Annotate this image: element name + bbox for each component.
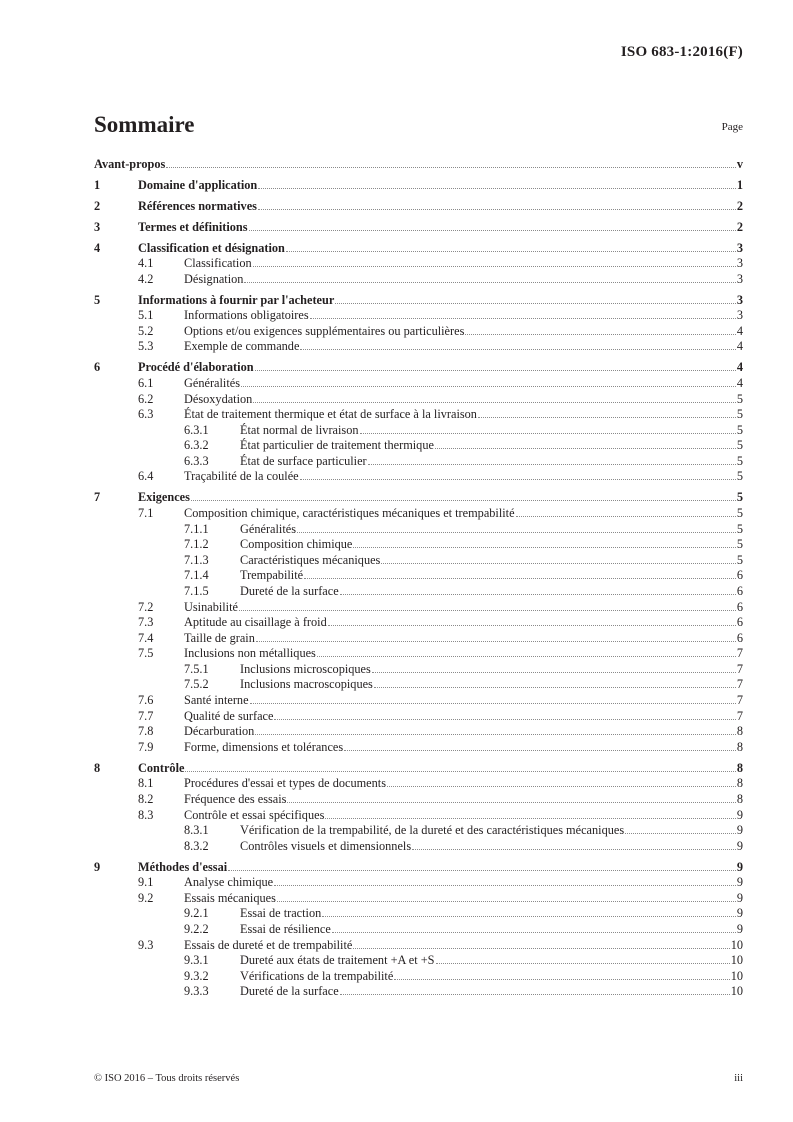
- toc-entry-number: 4.2: [138, 271, 154, 286]
- toc-entry-label[interactable]: Fréquence des essais: [184, 791, 287, 806]
- toc-entry-label[interactable]: Désignation: [184, 271, 244, 286]
- dot-leader: [340, 594, 736, 595]
- dot-leader: [381, 563, 736, 564]
- toc-entry-page[interactable]: 2: [736, 198, 743, 213]
- toc-entry[interactable]: [94, 522, 743, 538]
- dot-leader: [304, 578, 736, 579]
- toc-entry-label[interactable]: Trempabilité: [240, 568, 304, 583]
- toc-entry-page[interactable]: 9: [736, 921, 743, 936]
- dot-leader: [300, 349, 735, 350]
- dot-leader: [335, 303, 736, 304]
- toc-entry[interactable]: [94, 891, 743, 907]
- dot-leader: [340, 994, 730, 995]
- toc-entry-number: 6.3.1: [184, 422, 209, 437]
- toc-entry-page[interactable]: 3: [736, 271, 743, 286]
- toc-entry-number: 6.3.2: [184, 438, 209, 453]
- toc-entry[interactable]: [94, 537, 743, 553]
- toc-entry-number: 9.3: [138, 937, 154, 952]
- toc-entry-page[interactable]: 5: [736, 438, 743, 453]
- dot-leader: [353, 547, 735, 548]
- toc-entry-number: 7.9: [138, 739, 154, 754]
- toc-entry[interactable]: [94, 392, 743, 408]
- toc-entry-number: 2: [94, 198, 101, 213]
- toc-entry-number: 8.3: [138, 807, 154, 822]
- dot-leader: [374, 687, 736, 688]
- toc-entry-number: 7.1.5: [184, 583, 209, 598]
- toc-entry[interactable]: [94, 709, 743, 725]
- toc-entry-page[interactable]: 5: [736, 391, 743, 406]
- toc-entry-page[interactable]: 7: [736, 708, 743, 723]
- toc-entry-label[interactable]: Inclusions microscopiques: [240, 661, 371, 676]
- toc-entry-number: 8.3.1: [184, 823, 209, 838]
- toc-entry-label[interactable]: État de surface particulier: [240, 453, 367, 468]
- dot-leader: [344, 750, 736, 751]
- toc-entry[interactable]: [94, 662, 743, 678]
- toc-entry-number: 7.5: [138, 646, 154, 661]
- toc-entry-label[interactable]: Essais mécaniques: [184, 890, 276, 905]
- toc-entry[interactable]: [94, 761, 743, 777]
- toc-entry-number: 7.5.2: [184, 677, 209, 692]
- dot-leader: [372, 672, 736, 673]
- toc-entry-number: 6: [94, 360, 101, 375]
- toc-entry[interactable]: [94, 423, 743, 439]
- toc-entry-page[interactable]: v: [736, 157, 743, 171]
- toc-entry-page[interactable]: 5: [736, 521, 743, 536]
- dot-leader: [328, 625, 736, 626]
- toc-entry[interactable]: [94, 157, 743, 173]
- toc-entry[interactable]: [94, 860, 743, 876]
- toc-entry-page[interactable]: 6: [736, 568, 743, 583]
- toc-entry-label[interactable]: Avant-propos: [94, 157, 166, 171]
- toc-entry-number: 5.2: [138, 323, 154, 338]
- dot-leader: [244, 282, 735, 283]
- toc-entry-page[interactable]: 9: [736, 890, 743, 905]
- toc-entry-page[interactable]: 9: [736, 838, 743, 853]
- toc-entry-label[interactable]: Exemple de commande: [184, 339, 300, 354]
- dot-leader: [185, 771, 735, 772]
- toc-entry-page[interactable]: 6: [736, 583, 743, 598]
- toc-entry-number: 5.3: [138, 339, 154, 354]
- toc-entry-label[interactable]: Composition chimique: [240, 537, 353, 552]
- toc-entry[interactable]: [94, 984, 743, 1000]
- toc-entry-label[interactable]: État particulier de traitement thermique: [240, 438, 434, 453]
- toc-entry-label[interactable]: Analyse chimique: [184, 875, 274, 890]
- dot-leader: [255, 370, 736, 371]
- toc-entry-page[interactable]: 7: [736, 677, 743, 692]
- toc-entry-number: 9.1: [138, 875, 154, 890]
- dot-leader: [256, 641, 736, 642]
- toc-entry-number: 7.1.1: [184, 521, 209, 536]
- dot-leader: [253, 402, 736, 403]
- toc-entry-page[interactable]: 8: [736, 791, 743, 806]
- toc-entry-label[interactable]: Généralités: [240, 521, 296, 536]
- toc-entry[interactable]: [94, 241, 743, 257]
- toc-entry[interactable]: [94, 823, 743, 839]
- toc-entry-number: 9.2.2: [184, 921, 209, 936]
- toc-entry-label[interactable]: Dureté de la surface: [240, 984, 339, 999]
- toc-entry-number: 6.2: [138, 391, 154, 406]
- toc-entry-label[interactable]: État de traitement thermique et état de surface à la livraison: [184, 407, 477, 422]
- toc-entry-label[interactable]: Méthodes d'essai: [138, 859, 228, 874]
- toc-entry-label[interactable]: Contrôle et essai spécifiques: [184, 807, 325, 822]
- toc-entry-label[interactable]: Décarburation: [184, 724, 255, 739]
- toc-entry-number: 8.2: [138, 791, 154, 806]
- toc-entry-label[interactable]: Dureté aux états de traitement +A et +S: [240, 953, 435, 968]
- toc-entry[interactable]: [94, 969, 743, 985]
- toc-entry-page[interactable]: 3: [736, 240, 743, 255]
- dot-leader: [368, 464, 736, 465]
- toc-entry-number: 4.1: [138, 256, 154, 271]
- toc-entry-page[interactable]: 6: [736, 599, 743, 614]
- toc-entry-page[interactable]: 4: [736, 375, 743, 390]
- toc-entry[interactable]: [94, 677, 743, 693]
- toc-entry-page[interactable]: 5: [736, 552, 743, 567]
- toc-entry-number: 7.3: [138, 615, 154, 630]
- toc-entry[interactable]: [94, 568, 743, 584]
- toc-entry-page[interactable]: 4: [736, 339, 743, 354]
- dot-leader: [516, 516, 736, 517]
- toc-entry-number: 7.6: [138, 693, 154, 708]
- toc-entry[interactable]: [94, 584, 743, 600]
- toc-entry-label[interactable]: Essai de traction: [240, 906, 322, 921]
- toc-entry[interactable]: [94, 407, 743, 423]
- toc-entry-number: 9.3.3: [184, 984, 209, 999]
- toc-entry[interactable]: [94, 839, 743, 855]
- dot-leader: [250, 703, 736, 704]
- toc-entry[interactable]: [94, 693, 743, 709]
- dot-leader: [478, 417, 736, 418]
- toc-entry-label[interactable]: Exigences: [138, 490, 190, 505]
- toc-entry-number: 6.3: [138, 407, 154, 422]
- dot-leader: [241, 386, 736, 387]
- dot-leader: [239, 610, 736, 611]
- toc-entry-number: 9.2: [138, 890, 154, 905]
- toc-entry-number: 7: [94, 490, 101, 505]
- toc-entry-number: 6.4: [138, 469, 154, 484]
- toc-entry-label[interactable]: Classification et désignation: [138, 240, 285, 255]
- toc-entry-number: 7.2: [138, 599, 154, 614]
- toc-entry-number: 6.3.3: [184, 453, 209, 468]
- toc-entry[interactable]: [94, 553, 743, 569]
- toc-entry[interactable]: [94, 360, 743, 376]
- toc-entry[interactable]: [94, 339, 743, 355]
- toc-entry-label[interactable]: Qualité de surface: [184, 708, 274, 723]
- toc-entry-page[interactable]: 6: [736, 615, 743, 630]
- toc-entry-label[interactable]: Inclusions non métalliques: [184, 646, 316, 661]
- dot-leader: [258, 188, 736, 189]
- dot-leader: [297, 532, 736, 533]
- toc-entry-page[interactable]: 5: [736, 469, 743, 484]
- dot-leader: [253, 266, 736, 267]
- toc-entry[interactable]: [94, 953, 743, 969]
- toc-entry-label[interactable]: Classification: [184, 256, 252, 271]
- toc-entry-page[interactable]: 5: [736, 407, 743, 422]
- toc-entry-number: 7.1.2: [184, 537, 209, 552]
- dot-leader: [435, 448, 736, 449]
- toc-entry-page[interactable]: 7: [736, 693, 743, 708]
- toc-entry[interactable]: [94, 875, 743, 891]
- toc-entry[interactable]: [94, 938, 743, 954]
- dot-leader: [625, 833, 736, 834]
- dot-leader: [287, 802, 735, 803]
- dot-leader: [360, 433, 736, 434]
- toc-entry-page[interactable]: 8: [736, 760, 743, 775]
- toc-entry-page[interactable]: 9: [736, 906, 743, 921]
- toc-entry-number: 8.3.2: [184, 838, 209, 853]
- dot-leader: [436, 963, 730, 964]
- toc-entry-number: 7.8: [138, 724, 154, 739]
- toc-entry-label[interactable]: Traçabilité de la coulée: [184, 469, 299, 484]
- toc-entry-label[interactable]: Désoxydation: [184, 391, 253, 406]
- toc-entry-page[interactable]: 8: [736, 739, 743, 754]
- toc-entry-page[interactable]: 5: [736, 537, 743, 552]
- dot-leader: [191, 500, 736, 501]
- dot-leader: [228, 870, 736, 871]
- document-id: ISO 683-1:2016(F): [620, 44, 743, 60]
- toc-entry-number: 5.1: [138, 308, 154, 323]
- toc-entry-number: 6.1: [138, 375, 154, 390]
- toc-entry-label[interactable]: Composition chimique, caractéristiques mécaniques et trempabilité: [184, 505, 515, 520]
- dot-leader: [166, 167, 736, 168]
- toc-entry[interactable]: [94, 469, 743, 485]
- toc-entry-label[interactable]: Contrôle: [138, 760, 185, 775]
- toc-entry-label[interactable]: Références normatives: [138, 198, 257, 213]
- toc-entry-number: 7.4: [138, 630, 154, 645]
- toc-entry-number: 3: [94, 219, 101, 234]
- toc-entry[interactable]: [94, 454, 743, 470]
- toc-entry[interactable]: [94, 615, 743, 631]
- page-column-label: Page: [721, 121, 743, 133]
- dot-leader: [300, 479, 736, 480]
- toc-entry-page[interactable]: 8: [736, 724, 743, 739]
- toc-entry-page[interactable]: 8: [736, 776, 743, 791]
- toc-entry-label[interactable]: Dureté de la surface: [240, 583, 339, 598]
- toc-entry[interactable]: [94, 256, 743, 272]
- toc-entry-number: 9.2.1: [184, 906, 209, 921]
- toc-entry-page[interactable]: 4: [736, 323, 743, 338]
- toc-entry-label[interactable]: Termes et définitions: [138, 219, 248, 234]
- toc-entry-number: 8: [94, 760, 101, 775]
- dot-leader: [249, 230, 736, 231]
- dot-leader: [274, 719, 735, 720]
- dot-leader: [286, 251, 736, 252]
- footer-page-number: iii: [734, 1073, 743, 1084]
- toc-entry-label[interactable]: État normal de livraison: [240, 422, 359, 437]
- toc-entry[interactable]: [94, 220, 743, 236]
- toc-entry-number: 8.1: [138, 776, 154, 791]
- toc-entry[interactable]: [94, 324, 743, 340]
- toc-entry-label[interactable]: Caractéristiques mécaniques: [240, 552, 381, 567]
- toc-entry-label[interactable]: Contrôles visuels et dimensionnels: [240, 838, 412, 853]
- toc-entry-number: 4: [94, 240, 101, 255]
- toc-entry-label[interactable]: Procédures d'essai et types de documents: [184, 776, 386, 791]
- toc-entry-page[interactable]: 9: [736, 807, 743, 822]
- toc-entry[interactable]: [94, 792, 743, 808]
- toc-entry-number: 9.3.1: [184, 953, 209, 968]
- toc-entry-page[interactable]: 6: [736, 630, 743, 645]
- toc-entry[interactable]: [94, 199, 743, 215]
- toc-entry-page[interactable]: 7: [736, 661, 743, 676]
- dot-leader: [258, 209, 736, 210]
- toc-entry[interactable]: [94, 438, 743, 454]
- toc-entry-label[interactable]: Aptitude au cisaillage à froid: [184, 615, 327, 630]
- toc-entry-label[interactable]: Informations obligatoires: [184, 308, 309, 323]
- toc-entry-label[interactable]: Inclusions macroscopiques: [240, 677, 373, 692]
- dot-leader: [255, 734, 736, 735]
- dot-leader: [277, 901, 736, 902]
- toc-entry-page[interactable]: 3: [736, 308, 743, 323]
- toc-entry-label[interactable]: Vérification de la trempabilité, de la dureté et des caractéristiques mécaniques: [240, 823, 625, 838]
- toc-entry-number: 7.5.1: [184, 661, 209, 676]
- toc-entry-label[interactable]: Usinabilité: [184, 599, 238, 614]
- toc-entry[interactable]: [94, 376, 743, 392]
- dot-leader: [325, 818, 735, 819]
- dot-leader: [387, 786, 736, 787]
- toc-entry[interactable]: [94, 600, 743, 616]
- toc-entry[interactable]: [94, 646, 743, 662]
- dot-leader: [310, 318, 736, 319]
- toc-entry-number: 7.1: [138, 505, 154, 520]
- toc-entry[interactable]: [94, 808, 743, 824]
- toc-entry-page[interactable]: 10: [730, 953, 743, 968]
- toc-entry-page[interactable]: 5: [736, 490, 743, 505]
- toc-entry[interactable]: [94, 922, 743, 938]
- toc-entry-number: 9: [94, 859, 101, 874]
- dot-leader: [353, 948, 729, 949]
- toc-entry-label[interactable]: Santé interne: [184, 693, 249, 708]
- toc-entry-page[interactable]: 5: [736, 505, 743, 520]
- toc-entry-number: 7.7: [138, 708, 154, 723]
- dot-leader: [465, 334, 735, 335]
- toc-entry-label[interactable]: Domaine d'application: [138, 177, 258, 192]
- toc-entry[interactable]: [94, 740, 743, 756]
- toc-entry-page[interactable]: 4: [736, 360, 743, 375]
- toc-entry-number: 7.1.4: [184, 568, 209, 583]
- toc-entry-page[interactable]: 10: [730, 937, 743, 952]
- toc-entry-label[interactable]: Forme, dimensions et tolérances: [184, 739, 344, 754]
- toc-entry[interactable]: [94, 178, 743, 194]
- toc-entry-label[interactable]: Options et/ou exigences supplémentaires ou particulières: [184, 323, 465, 338]
- toc-entry-page[interactable]: 10: [730, 984, 743, 999]
- toc-entry[interactable]: [94, 308, 743, 324]
- dot-leader: [332, 932, 736, 933]
- footer-copyright: © ISO 2016 – Tous droits réservés: [94, 1073, 240, 1084]
- dot-leader: [394, 979, 729, 980]
- toc-entry-page[interactable]: 1: [736, 177, 743, 192]
- toc-entry-label[interactable]: Procédé d'élaboration: [138, 360, 254, 375]
- toc-entry[interactable]: [94, 490, 743, 506]
- toc-entry-number: 5: [94, 292, 101, 307]
- toc-entry-number: 7.1.3: [184, 552, 209, 567]
- toc-entry[interactable]: [94, 272, 743, 288]
- toc-entry-page[interactable]: 10: [730, 968, 743, 983]
- toc-entry-page[interactable]: 9: [736, 823, 743, 838]
- dot-leader: [412, 849, 736, 850]
- toc-entry-page[interactable]: 5: [736, 422, 743, 437]
- toc-entry-label[interactable]: Généralités: [184, 375, 240, 390]
- table-of-contents: [94, 157, 743, 1000]
- toc-entry[interactable]: [94, 631, 743, 647]
- toc-entry-label[interactable]: Informations à fournir par l'acheteur: [138, 292, 335, 307]
- toc-entry-page[interactable]: 3: [736, 292, 743, 307]
- toc-entry-page[interactable]: 5: [736, 453, 743, 468]
- page-title: Sommaire: [94, 112, 195, 137]
- toc-entry-number: 9.3.2: [184, 968, 209, 983]
- toc-entry-page[interactable]: 2: [736, 219, 743, 234]
- toc-entry[interactable]: [94, 776, 743, 792]
- dot-leader: [274, 885, 736, 886]
- toc-entry[interactable]: [94, 293, 743, 309]
- toc-entry[interactable]: [94, 724, 743, 740]
- dot-leader: [317, 656, 736, 657]
- toc-entry-label[interactable]: Essais de dureté et de trempabilité: [184, 937, 353, 952]
- toc-entry-label[interactable]: Taille de grain: [184, 630, 255, 645]
- dot-leader: [322, 916, 736, 917]
- toc-entry-number: 1: [94, 177, 101, 192]
- toc-entry-page[interactable]: 9: [736, 859, 743, 874]
- toc-entry-page[interactable]: 7: [736, 646, 743, 661]
- toc-entry[interactable]: [94, 506, 743, 522]
- toc-entry-page[interactable]: 9: [736, 875, 743, 890]
- toc-entry[interactable]: [94, 906, 743, 922]
- toc-entry-label[interactable]: Essai de résilience: [240, 921, 331, 936]
- toc-entry-label[interactable]: Vérifications de la trempabilité: [240, 968, 394, 983]
- toc-entry-page[interactable]: 3: [736, 256, 743, 271]
